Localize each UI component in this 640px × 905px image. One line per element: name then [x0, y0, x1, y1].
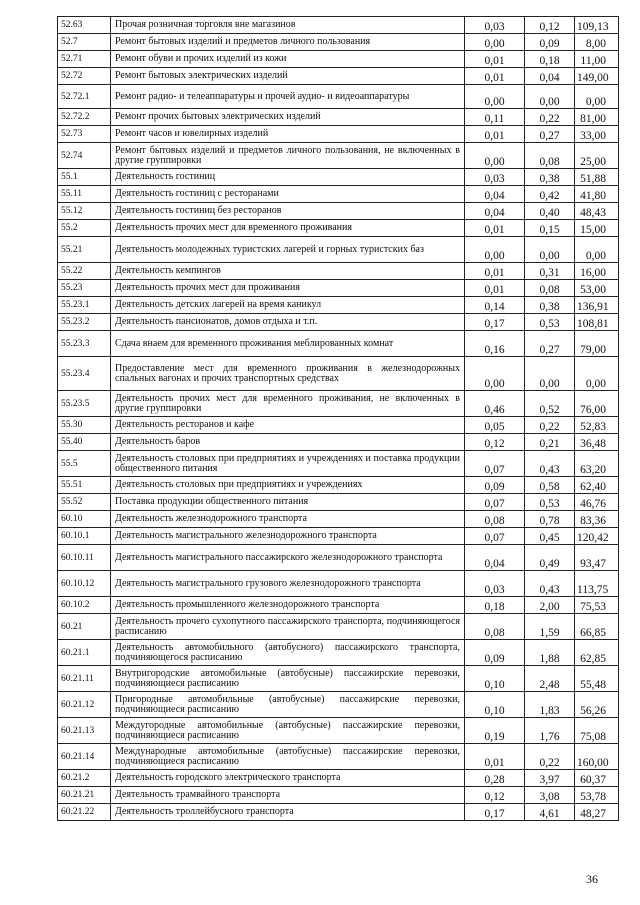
row-name: Ремонт бытовых изделий и предметов личного пользования, не включенных в другие группировки — [111, 143, 465, 169]
row-value-3: 120,42 — [575, 528, 619, 545]
row-code: 55.12 — [58, 203, 111, 220]
row-name: Пригородные автомобильные (автобусные) пассажирские перевозки, подчиняющиеся расписанию — [111, 692, 465, 718]
row-value-1: 0,00 — [465, 143, 525, 169]
row-value-3: 62,85 — [575, 640, 619, 666]
row-value-2: 0,78 — [525, 511, 575, 528]
table-row — [58, 417, 619, 434]
row-value-1: 0,09 — [465, 477, 525, 494]
row-name: Внутригородские автомобильные (автобусные) пассажирские перевозки, подчиняющиеся расписанию — [111, 666, 465, 692]
row-value-1: 0,03 — [465, 571, 525, 597]
row-value-3: 76,00 — [575, 391, 619, 417]
row-code: 60.10.12 — [58, 571, 111, 597]
row-value-2: 0,38 — [525, 297, 575, 314]
row-value-3: 48,27 — [575, 804, 619, 821]
row-value-2: 0,22 — [525, 744, 575, 770]
row-value-3: 36,48 — [575, 434, 619, 451]
row-value-3: 0,00 — [575, 357, 619, 391]
row-code: 55.23.3 — [58, 331, 111, 357]
table-row — [58, 545, 619, 571]
row-value-2: 0,45 — [525, 528, 575, 545]
table-row — [58, 85, 619, 109]
table-row — [58, 666, 619, 692]
table-row — [58, 718, 619, 744]
row-value-2: 0,12 — [525, 17, 575, 34]
row-value-3: 75,08 — [575, 718, 619, 744]
row-name: Деятельность столовых при предприятиях и учреждениях и поставка продукции общественного питания — [111, 451, 465, 477]
table-row — [58, 186, 619, 203]
row-value-3: 16,00 — [575, 263, 619, 280]
row-name: Ремонт бытовых электрических изделий — [111, 68, 465, 85]
row-value-2: 0,43 — [525, 451, 575, 477]
row-code: 60.21.2 — [58, 770, 111, 787]
row-value-1: 0,11 — [465, 109, 525, 126]
row-value-3: 56,26 — [575, 692, 619, 718]
row-value-2: 0,22 — [525, 109, 575, 126]
row-value-3: 53,00 — [575, 280, 619, 297]
row-value-2: 0,58 — [525, 477, 575, 494]
row-value-2: 0,09 — [525, 34, 575, 51]
row-value-2: 4,61 — [525, 804, 575, 821]
row-value-3: 60,37 — [575, 770, 619, 787]
row-name: Ремонт прочих бытовых электрических изделий — [111, 109, 465, 126]
table-row — [58, 597, 619, 614]
row-value-1: 0,12 — [465, 787, 525, 804]
row-value-3: 48,43 — [575, 203, 619, 220]
row-name: Деятельность баров — [111, 434, 465, 451]
row-value-2: 0,08 — [525, 280, 575, 297]
row-value-3: 46,76 — [575, 494, 619, 511]
row-name: Деятельность прочих мест для временного проживания, не включенных в другие группировки — [111, 391, 465, 417]
row-code: 55.23 — [58, 280, 111, 297]
row-value-2: 0,53 — [525, 314, 575, 331]
row-value-1: 0,01 — [465, 51, 525, 68]
row-value-1: 0,12 — [465, 434, 525, 451]
row-name: Деятельность магистрального пассажирского железнодорожного транспорта — [111, 545, 465, 571]
table-row — [58, 571, 619, 597]
row-value-3: 81,00 — [575, 109, 619, 126]
row-value-2: 2,00 — [525, 597, 575, 614]
row-value-3: 52,83 — [575, 417, 619, 434]
row-value-1: 0,08 — [465, 614, 525, 640]
row-value-1: 0,01 — [465, 280, 525, 297]
row-value-2: 0,42 — [525, 186, 575, 203]
table-row — [58, 528, 619, 545]
table-row — [58, 126, 619, 143]
row-code: 55.11 — [58, 186, 111, 203]
row-name: Ремонт обуви и прочих изделий из кожи — [111, 51, 465, 68]
row-code: 52.7 — [58, 34, 111, 51]
row-code: 55.52 — [58, 494, 111, 511]
row-value-3: 149,00 — [575, 68, 619, 85]
row-value-1: 0,01 — [465, 126, 525, 143]
row-value-2: 2,48 — [525, 666, 575, 692]
row-value-2: 0,49 — [525, 545, 575, 571]
table-row — [58, 68, 619, 85]
row-value-1: 0,07 — [465, 494, 525, 511]
row-name: Международные автомобильные (автобусные) пассажирские перевозки, подчиняющиеся расписанию — [111, 744, 465, 770]
row-value-1: 0,01 — [465, 263, 525, 280]
row-value-2: 0,31 — [525, 263, 575, 280]
row-name: Деятельность трамвайного транспорта — [111, 787, 465, 804]
row-value-1: 0,16 — [465, 331, 525, 357]
table-row — [58, 494, 619, 511]
row-code: 52.72 — [58, 68, 111, 85]
row-name: Деятельность прочего сухопутного пассажирского транспорта, подчиняющегося расписанию — [111, 614, 465, 640]
row-value-2: 0,40 — [525, 203, 575, 220]
row-name: Деятельность детских лагерей на время каникул — [111, 297, 465, 314]
row-value-2: 0,00 — [525, 357, 575, 391]
row-code: 60.10 — [58, 511, 111, 528]
row-value-1: 0,00 — [465, 34, 525, 51]
table-row — [58, 263, 619, 280]
table-row — [58, 169, 619, 186]
row-value-1: 0,10 — [465, 692, 525, 718]
row-value-2: 0,08 — [525, 143, 575, 169]
row-name: Деятельность городского электрического транспорта — [111, 770, 465, 787]
table-row — [58, 109, 619, 126]
row-value-1: 0,14 — [465, 297, 525, 314]
row-value-3: 15,00 — [575, 220, 619, 237]
table-row — [58, 744, 619, 770]
row-code: 60.21.12 — [58, 692, 111, 718]
row-value-3: 53,78 — [575, 787, 619, 804]
row-code: 60.10.2 — [58, 597, 111, 614]
table-row — [58, 614, 619, 640]
row-value-1: 0,07 — [465, 528, 525, 545]
table-row — [58, 477, 619, 494]
table-row — [58, 787, 619, 804]
row-code: 60.21 — [58, 614, 111, 640]
row-value-3: 25,00 — [575, 143, 619, 169]
row-value-3: 79,00 — [575, 331, 619, 357]
row-code: 55.23.4 — [58, 357, 111, 391]
row-value-1: 0,00 — [465, 357, 525, 391]
row-value-1: 0,46 — [465, 391, 525, 417]
row-code: 55.23.2 — [58, 314, 111, 331]
row-name: Деятельность троллейбусного транспорта — [111, 804, 465, 821]
row-value-3: 0,00 — [575, 237, 619, 263]
row-code: 52.71 — [58, 51, 111, 68]
table-row — [58, 434, 619, 451]
row-name: Деятельность гостиниц с ресторанами — [111, 186, 465, 203]
row-value-1: 0,04 — [465, 186, 525, 203]
row-code: 55.40 — [58, 434, 111, 451]
table-row — [58, 357, 619, 391]
row-name: Прочая розничная торговля вне магазинов — [111, 17, 465, 34]
row-value-3: 33,00 — [575, 126, 619, 143]
table-row — [58, 511, 619, 528]
table-row — [58, 331, 619, 357]
row-value-2: 1,88 — [525, 640, 575, 666]
row-value-2: 0,52 — [525, 391, 575, 417]
row-value-1: 0,04 — [465, 203, 525, 220]
row-name: Деятельность ресторанов и кафе — [111, 417, 465, 434]
row-name: Ремонт бытовых изделий и предметов личного пользования — [111, 34, 465, 51]
row-code: 52.72.2 — [58, 109, 111, 126]
row-value-2: 0,00 — [525, 237, 575, 263]
row-value-2: 1,59 — [525, 614, 575, 640]
row-value-1: 0,01 — [465, 68, 525, 85]
row-value-2: 0,00 — [525, 85, 575, 109]
table-row — [58, 692, 619, 718]
row-code: 52.72.1 — [58, 85, 111, 109]
row-code: 60.10.11 — [58, 545, 111, 571]
row-value-3: 83,36 — [575, 511, 619, 528]
table-body — [58, 17, 619, 821]
row-value-2: 3,08 — [525, 787, 575, 804]
row-value-1: 0,09 — [465, 640, 525, 666]
row-value-2: 0,53 — [525, 494, 575, 511]
row-value-3: 41,80 — [575, 186, 619, 203]
row-name: Деятельность железнодорожного транспорта — [111, 511, 465, 528]
table-row — [58, 314, 619, 331]
row-name: Деятельность автомобильного (автобусного) пассажирского транспорта, подчиняющегося расписанию — [111, 640, 465, 666]
row-name: Деятельность гостиниц — [111, 169, 465, 186]
row-value-2: 0,15 — [525, 220, 575, 237]
row-name: Деятельность пансионатов, домов отдыха и т.п. — [111, 314, 465, 331]
table-row — [58, 804, 619, 821]
row-value-3: 75,53 — [575, 597, 619, 614]
row-code: 60.21.14 — [58, 744, 111, 770]
row-code: 55.2 — [58, 220, 111, 237]
row-value-3: 63,20 — [575, 451, 619, 477]
table-row — [58, 237, 619, 263]
row-value-3: 109,13 — [575, 17, 619, 34]
row-value-1: 0,03 — [465, 17, 525, 34]
row-value-2: 1,83 — [525, 692, 575, 718]
row-code: 52.74 — [58, 143, 111, 169]
row-code: 60.21.13 — [58, 718, 111, 744]
row-name: Деятельность молодежных туристских лагерей и горных туристских баз — [111, 237, 465, 263]
row-value-1: 0,00 — [465, 85, 525, 109]
row-value-3: 136,91 — [575, 297, 619, 314]
row-code: 55.22 — [58, 263, 111, 280]
row-name: Поставка продукции общественного питания — [111, 494, 465, 511]
row-value-3: 55,48 — [575, 666, 619, 692]
table-row — [58, 143, 619, 169]
row-code: 60.21.21 — [58, 787, 111, 804]
row-value-3: 113,75 — [575, 571, 619, 597]
row-code: 55.1 — [58, 169, 111, 186]
row-value-1: 0,17 — [465, 804, 525, 821]
row-name: Деятельность промышленного железнодорожного транспорта — [111, 597, 465, 614]
row-value-3: 0,00 — [575, 85, 619, 109]
row-code: 55.30 — [58, 417, 111, 434]
row-value-2: 0,27 — [525, 331, 575, 357]
row-code: 55.23.5 — [58, 391, 111, 417]
row-name: Деятельность магистрального железнодорожного транспорта — [111, 528, 465, 545]
row-value-3: 11,00 — [575, 51, 619, 68]
row-code: 55.5 — [58, 451, 111, 477]
table-row — [58, 51, 619, 68]
row-value-2: 0,18 — [525, 51, 575, 68]
row-name: Сдача внаем для временного проживания меблированных комнат — [111, 331, 465, 357]
row-value-1: 0,07 — [465, 451, 525, 477]
row-code: 55.21 — [58, 237, 111, 263]
row-value-3: 108,81 — [575, 314, 619, 331]
row-value-1: 0,18 — [465, 597, 525, 614]
row-value-3: 51,88 — [575, 169, 619, 186]
row-name: Деятельность кемпингов — [111, 263, 465, 280]
row-value-1: 0,17 — [465, 314, 525, 331]
row-value-2: 0,22 — [525, 417, 575, 434]
row-value-1: 0,03 — [465, 169, 525, 186]
row-value-2: 3,97 — [525, 770, 575, 787]
table-row — [58, 17, 619, 34]
row-value-2: 0,04 — [525, 68, 575, 85]
row-value-1: 0,00 — [465, 237, 525, 263]
row-value-2: 0,27 — [525, 126, 575, 143]
row-name: Деятельность магистрального грузового железнодорожного транспорта — [111, 571, 465, 597]
row-code: 55.51 — [58, 477, 111, 494]
row-value-1: 0,05 — [465, 417, 525, 434]
table-row — [58, 451, 619, 477]
row-value-1: 0,08 — [465, 511, 525, 528]
table-row — [58, 640, 619, 666]
row-value-1: 0,01 — [465, 220, 525, 237]
row-name: Междугородные автомобильные (автобусные) пассажирские перевозки, подчиняющиеся расписанию — [111, 718, 465, 744]
row-value-2: 0,38 — [525, 169, 575, 186]
table-row — [58, 391, 619, 417]
row-name: Деятельность прочих мест для временного проживания — [111, 220, 465, 237]
row-value-1: 0,19 — [465, 718, 525, 744]
row-name: Ремонт радио- и телеаппаратуры и прочей аудио- и видеоаппаратуры — [111, 85, 465, 109]
table-row — [58, 297, 619, 314]
table-row — [58, 220, 619, 237]
row-name: Ремонт часов и ювелирных изделий — [111, 126, 465, 143]
row-value-2: 0,21 — [525, 434, 575, 451]
page-number: 36 — [586, 872, 598, 886]
row-value-3: 93,47 — [575, 545, 619, 571]
row-value-2: 1,76 — [525, 718, 575, 744]
row-value-3: 160,00 — [575, 744, 619, 770]
table-row — [58, 34, 619, 51]
row-name: Деятельность гостиниц без ресторанов — [111, 203, 465, 220]
row-code: 52.63 — [58, 17, 111, 34]
row-name: Деятельность столовых при предприятиях и учреждениях — [111, 477, 465, 494]
row-code: 60.21.11 — [58, 666, 111, 692]
row-code: 60.10.1 — [58, 528, 111, 545]
table-row — [58, 280, 619, 297]
row-value-3: 66,85 — [575, 614, 619, 640]
row-code: 60.21.22 — [58, 804, 111, 821]
row-code: 60.21.1 — [58, 640, 111, 666]
row-code: 55.23.1 — [58, 297, 111, 314]
table-row — [58, 770, 619, 787]
row-code: 52.73 — [58, 126, 111, 143]
row-value-1: 0,04 — [465, 545, 525, 571]
row-value-3: 62,40 — [575, 477, 619, 494]
row-value-2: 0,43 — [525, 571, 575, 597]
data-table — [57, 16, 619, 821]
row-name: Предоставление мест для временного проживания в железнодорожных спальных вагонах и прочих транспортных средствах — [111, 357, 465, 391]
table-row — [58, 203, 619, 220]
row-value-1: 0,01 — [465, 744, 525, 770]
row-value-1: 0,10 — [465, 666, 525, 692]
row-name: Деятельность прочих мест для проживания — [111, 280, 465, 297]
row-value-3: 8,00 — [575, 34, 619, 51]
row-value-1: 0,28 — [465, 770, 525, 787]
